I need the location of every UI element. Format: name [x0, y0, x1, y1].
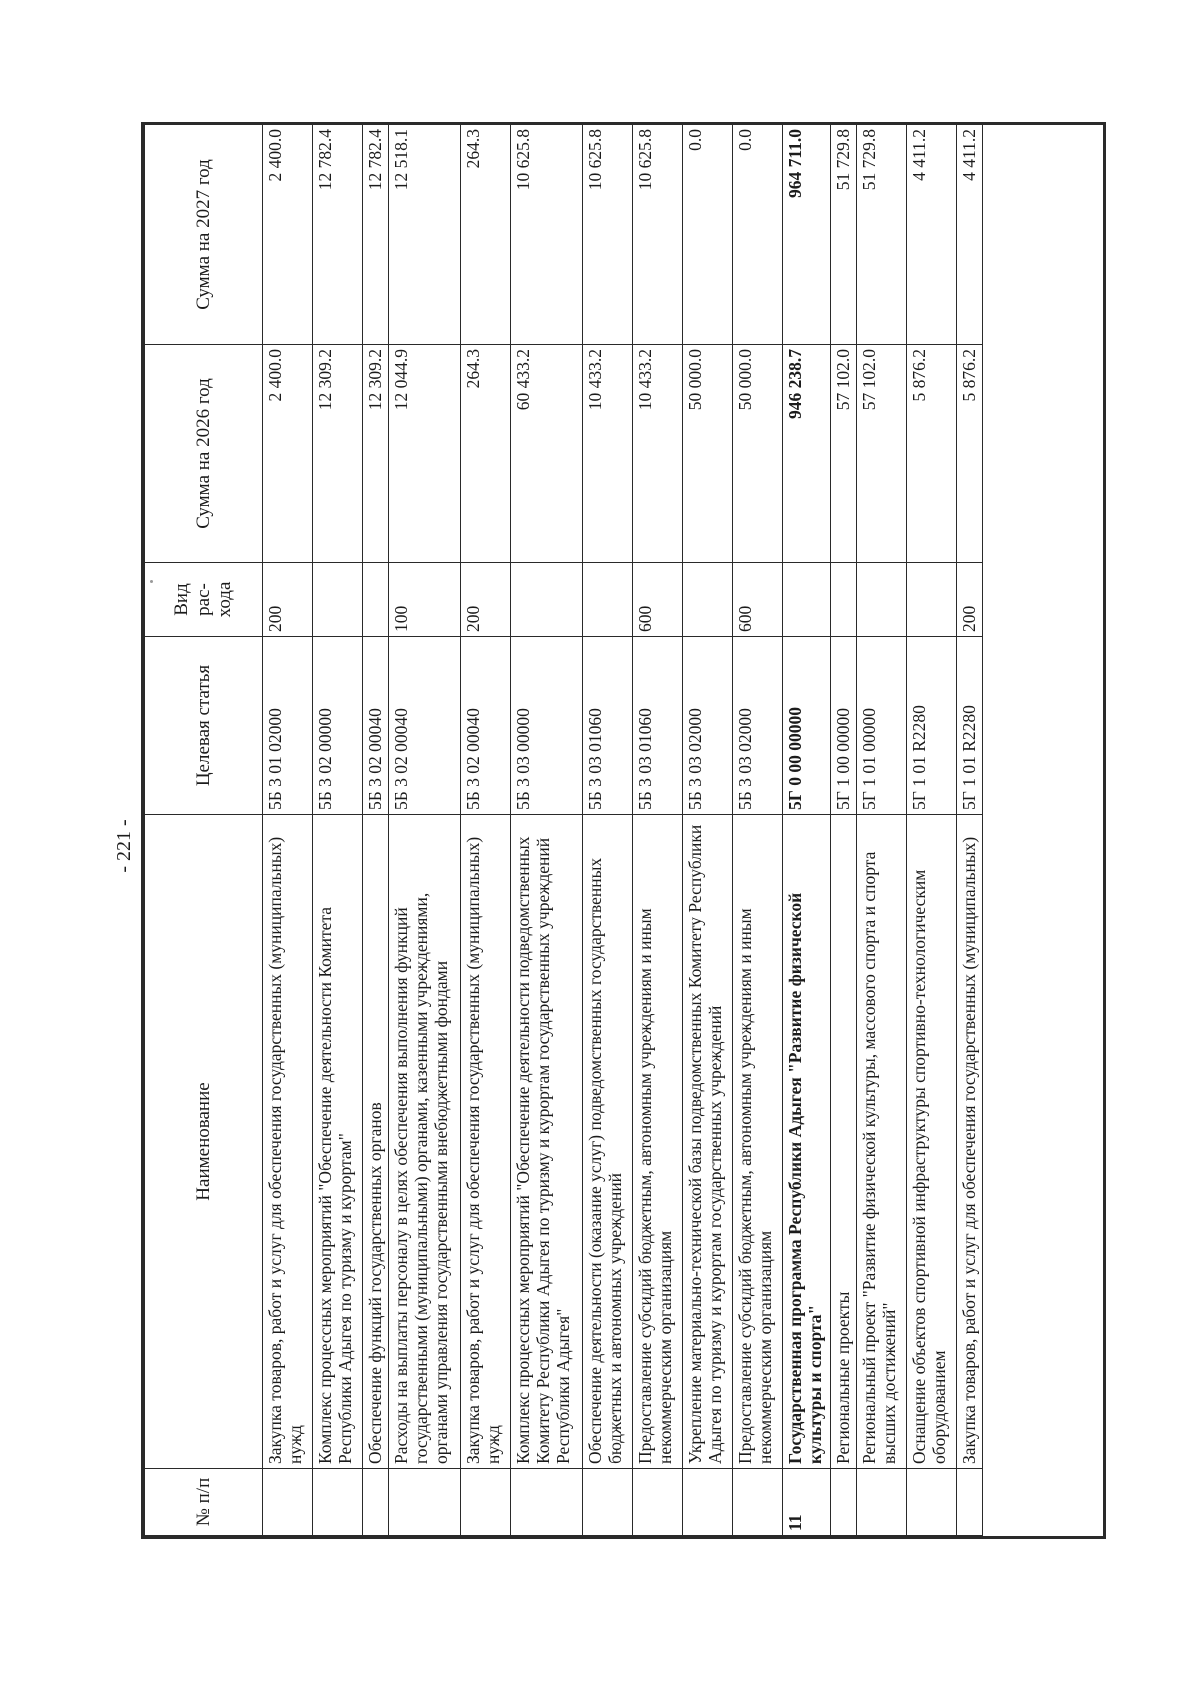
table-row — [363, 125, 389, 1536]
expense-type-code — [831, 563, 857, 637]
amount-2027: 10 625.8 — [633, 125, 683, 345]
amount-2026: 12 309.2 — [313, 345, 363, 563]
amount-2026: 5 876.2 — [907, 345, 957, 563]
amount-2027: 4 411.2 — [957, 125, 983, 345]
table-row — [857, 125, 907, 1536]
table-row — [511, 125, 583, 1536]
table-row — [683, 125, 733, 1536]
target-article-code: 5Б 3 03 01060 — [633, 637, 683, 815]
amount-2026: 2 400.0 — [263, 345, 313, 563]
amount-2027: 51 729.8 — [831, 125, 857, 345]
row-name: Оснащение объектов спортивной инфраструктуры спортивно-технологическим оборудованием — [907, 815, 957, 1469]
table-row — [461, 125, 511, 1536]
table-body — [263, 125, 983, 1536]
row-number: 11 — [783, 1469, 831, 1536]
row-number — [363, 1469, 389, 1536]
amount-2027: 12 782.4 — [363, 125, 389, 345]
row-number — [263, 1469, 313, 1536]
amount-2026: 50 000.0 — [683, 345, 733, 563]
expense-type-code: 200 — [461, 563, 511, 637]
row-number — [683, 1469, 733, 1536]
expense-type-code: 600 — [633, 563, 683, 637]
row-name: Обеспечение функций государственных органов — [363, 815, 389, 1469]
row-number — [583, 1469, 633, 1536]
table-row — [633, 125, 683, 1536]
amount-2027: 10 625.8 — [511, 125, 583, 345]
row-name: Закупка товаров, работ и услуг для обеспечения государственных (муниципальных) — [957, 815, 983, 1469]
target-article-code: 5Б 3 03 01060 — [583, 637, 633, 815]
amount-2026: 12 309.2 — [363, 345, 389, 563]
amount-2027: 12 782.4 — [313, 125, 363, 345]
row-name: Предоставление субсидий бюджетным, автономным учреждениям и иным некоммерческим организациям — [633, 815, 683, 1469]
amount-2026: 10 433.2 — [583, 345, 633, 563]
header-kind: Вид рас- хода — [145, 563, 263, 637]
amount-2026: 264.3 — [461, 345, 511, 563]
header-sum-2027: Сумма на 2027 год — [145, 125, 263, 345]
expense-type-code — [363, 563, 389, 637]
row-number — [733, 1469, 783, 1536]
row-name: Обеспечение деятельности (оказание услуг) подведомственных государственных бюджетных и автономных учреждений — [583, 815, 633, 1469]
header-name: Наименование — [145, 815, 263, 1469]
amount-2026: 57 102.0 — [857, 345, 907, 563]
header-sum-2026: Сумма на 2026 год — [145, 345, 263, 563]
target-article-code: 5Б 3 02 00040 — [461, 637, 511, 815]
amount-2027: 12 518.1 — [389, 125, 461, 345]
target-article-code: 5Г 0 00 00000 — [783, 637, 831, 815]
table-row — [313, 125, 363, 1536]
row-name: Комплекс процессных мероприятий "Обеспечение деятельности Комитета Республики Адыгея по туризму и курортам" — [313, 815, 363, 1469]
row-number — [461, 1469, 511, 1536]
expense-type-code — [683, 563, 733, 637]
expense-type-code: 200 — [263, 563, 313, 637]
table-row — [783, 125, 831, 1536]
header-num: № п/п — [145, 1469, 263, 1536]
amount-2027: 0.0 — [683, 125, 733, 345]
row-number — [313, 1469, 363, 1536]
row-number — [907, 1469, 957, 1536]
table-row — [907, 125, 957, 1536]
row-number — [857, 1469, 907, 1536]
row-number — [831, 1469, 857, 1536]
target-article-code: 5Б 3 01 02000 — [263, 637, 313, 815]
amount-2027: 264.3 — [461, 125, 511, 345]
amount-2027: 964 711.0 — [783, 125, 831, 345]
amount-2026: 57 102.0 — [831, 345, 857, 563]
table-row — [263, 125, 313, 1536]
target-article-code: 5Г 1 01 00000 — [857, 637, 907, 815]
amount-2026: 10 433.2 — [633, 345, 683, 563]
header-code: Целевая статья — [145, 637, 263, 815]
expense-type-code: 100 — [389, 563, 461, 637]
row-name: Региональные проекты — [831, 815, 857, 1469]
row-number — [389, 1469, 461, 1536]
amount-2026: 5 876.2 — [957, 345, 983, 563]
expense-type-code — [583, 563, 633, 637]
amount-2026: 12 044.9 — [389, 345, 461, 563]
target-article-code: 5Б 3 03 00000 — [511, 637, 583, 815]
amount-2027: 4 411.2 — [907, 125, 957, 345]
expense-type-code — [783, 563, 831, 637]
expense-type-code: 200 — [957, 563, 983, 637]
row-number — [957, 1469, 983, 1536]
target-article-code: 5Г 1 01 R2280 — [957, 637, 983, 815]
expense-type-code — [857, 563, 907, 637]
amount-2026: 50 000.0 — [733, 345, 783, 563]
target-article-code: 5Г 1 01 R2280 — [907, 637, 957, 815]
row-name: Закупка товаров, работ и услуг для обеспечения государственных (муниципальных) нужд — [461, 815, 511, 1469]
target-article-code: 5Г 1 00 00000 — [831, 637, 857, 815]
amount-2026: 946 238.7 — [783, 345, 831, 563]
expense-type-code — [907, 563, 957, 637]
row-name: Расходы на выплаты персоналу в целях обеспечения выполнения функций государственными (муниципальными) органами, казенными учреждениями, органами управления государственными внебюджетными фондами — [389, 815, 461, 1469]
target-article-code: 5Б 3 03 02000 — [733, 637, 783, 815]
expense-type-code — [313, 563, 363, 637]
row-number — [511, 1469, 583, 1536]
amount-2027: 51 729.8 — [857, 125, 907, 345]
row-number — [633, 1469, 683, 1536]
amount-2027: 10 625.8 — [583, 125, 633, 345]
target-article-code: 5Б 3 02 00040 — [363, 637, 389, 815]
amount-2026: 60 433.2 — [511, 345, 583, 563]
table-row — [733, 125, 783, 1536]
table-row — [389, 125, 461, 1536]
row-name: Укрепление материально-технической базы подведомственных Комитету Республики Адыгея по туризму и курортам государственных учреждений — [683, 815, 733, 1469]
expense-type-code — [511, 563, 583, 637]
target-article-code: 5Б 3 02 00000 — [313, 637, 363, 815]
row-name: Государственная программа Республики Адыгея "Развитие физической культуры и спорта" — [783, 815, 831, 1469]
amount-2027: 2 400.0 — [263, 125, 313, 345]
row-name: Закупка товаров, работ и услуг для обеспечения государственных (муниципальных) нужд — [263, 815, 313, 1469]
table-row — [831, 125, 857, 1536]
row-name: Региональный проект "Развитие физической культуры, массового спорта и спорта высших достижений" — [857, 815, 907, 1469]
table-header — [145, 125, 263, 1536]
table-row — [583, 125, 633, 1536]
target-article-code: 5Б 3 03 02000 — [683, 637, 733, 815]
budget-table-frame — [141, 122, 1106, 1539]
amount-2027: 0.0 — [733, 125, 783, 345]
target-article-code: 5Б 3 02 00040 — [389, 637, 461, 815]
row-name: Предоставление субсидий бюджетным, автономным учреждениям и иным некоммерческим организациям — [733, 815, 783, 1469]
budget-table — [144, 124, 983, 1536]
table-row — [957, 125, 983, 1536]
row-name: Комплекс процессных мероприятий "Обеспечение деятельности подведомственных Комитету Республики Адыгея по туризму и курортам государственных учреждений Республики Адыгея" — [511, 815, 583, 1469]
expense-type-code: 600 — [733, 563, 783, 637]
